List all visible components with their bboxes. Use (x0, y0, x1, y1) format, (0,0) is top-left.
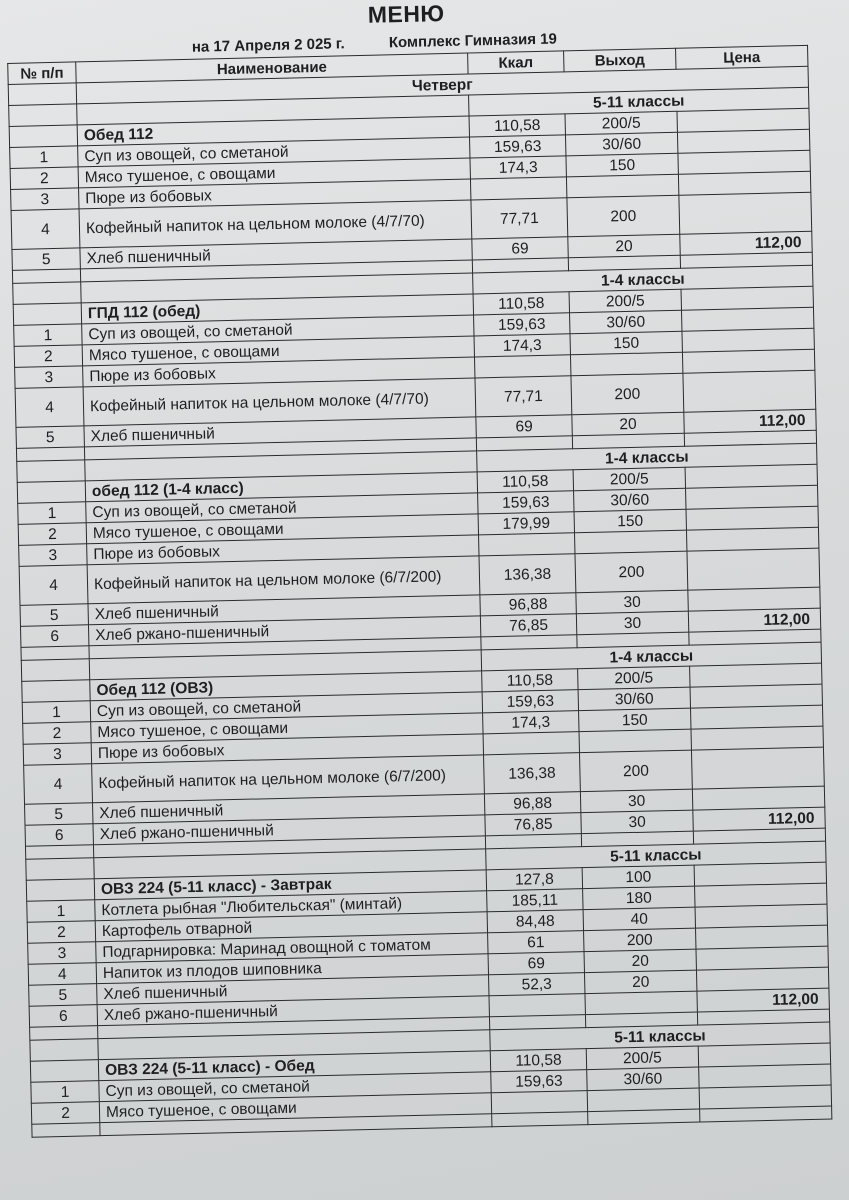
item-output: 20 (584, 949, 696, 973)
item-output: 30 (576, 611, 688, 635)
section-price (699, 1085, 831, 1109)
meal-first-kcal: 110,58 (482, 669, 578, 692)
item-num: 1 (14, 324, 82, 347)
meal-first-kcal: 110,58 (473, 292, 569, 315)
item-kcal (474, 355, 570, 378)
item-kcal: 174,3 (483, 711, 579, 734)
item-num: 5 (16, 426, 84, 449)
grade-label: 5-11 классы (469, 87, 809, 116)
item-num: 4 (24, 764, 93, 805)
item-kcal: 76,85 (480, 614, 576, 637)
item-kcal: 159,63 (474, 313, 570, 336)
item-num: 6 (20, 625, 88, 648)
item-name: Суп из овощей, со сметаной (86, 493, 478, 523)
item-kcal: 96,88 (480, 593, 576, 616)
item-kcal (489, 994, 585, 1017)
item-output: 30/60 (565, 132, 677, 156)
item-name: Хлеб пшеничный (88, 595, 480, 625)
item-num: 2 (27, 921, 95, 944)
item-name: Суп из овощей, со сметаной (82, 315, 474, 345)
item-num: 1 (18, 502, 86, 525)
item-kcal: 159,63 (478, 491, 574, 514)
meal-first-output: 200/5 (565, 111, 677, 135)
item-output: 150 (570, 331, 682, 355)
item-output: 20 (572, 412, 684, 436)
item-name: Пюре из бобовых (87, 535, 479, 565)
item-num: 4 (15, 387, 84, 428)
item-kcal: 136,38 (484, 753, 581, 794)
item-output: 200 (571, 373, 684, 415)
day-label: Четверг (76, 66, 808, 104)
grade-label: 5-11 классы (486, 841, 826, 870)
item-output: 200 (584, 928, 696, 952)
item-kcal: 159,63 (491, 1070, 587, 1093)
section-price: 112,00 (688, 608, 820, 632)
menu-title: МЕНЮ (367, 0, 445, 28)
item-kcal: 61 (488, 931, 584, 954)
item-output: 30 (576, 590, 688, 614)
item-kcal: 69 (488, 952, 584, 975)
item-kcal: 96,88 (484, 792, 580, 815)
item-num: 3 (19, 544, 87, 567)
item-name: Подгарнировка: Маринад овощной с томатом (96, 933, 488, 963)
item-num: 3 (11, 188, 79, 211)
item-kcal: 76,85 (485, 813, 581, 836)
item-name: Пюре из бобовых (83, 357, 475, 387)
header-name: Наименование (76, 53, 468, 83)
item-output: 150 (574, 509, 686, 533)
item-num: 4 (28, 963, 96, 986)
item-name: Хлеб пшеничный (84, 417, 476, 447)
item-num: 1 (22, 701, 90, 724)
item-num: 5 (12, 248, 80, 271)
meal-first-output: 200/5 (569, 289, 681, 313)
item-num: 2 (10, 167, 78, 190)
item-num: 1 (10, 146, 78, 169)
menu-school: Комплекс Гимназия 19 (388, 30, 558, 52)
menu-document (6, 0, 831, 1138)
item-output: 30/60 (587, 1067, 699, 1091)
meal-first-kcal: 110,58 (490, 1049, 586, 1072)
meal-first-kcal: 110,58 (477, 470, 573, 493)
item-name: Мясо тушеное, с овощами (86, 514, 478, 544)
item-kcal (470, 177, 566, 200)
menu-date: на 17 Апреля 2 025 г. (191, 35, 345, 56)
header-kcal: Ккал (468, 51, 564, 74)
meal-name: обед 112 (1-4 класс) (85, 472, 477, 502)
item-name: Кофейный напиток на цельном молоке (4/7/70) (79, 200, 472, 248)
item-name: Хлеб пшеничный (80, 239, 472, 269)
item-output: 30 (580, 789, 692, 813)
item-name: Кофейный напиток на цельном молоке (4/7/70) (83, 378, 476, 426)
header-price: Цена (676, 45, 808, 69)
item-output: 30/60 (574, 488, 686, 512)
item-kcal: 174,3 (474, 334, 570, 357)
item-name: Пюре из бобовых (79, 179, 471, 209)
item-name: Хлеб пшеничный (97, 975, 489, 1005)
item-name: Котлета рыбная "Любительская" (минтай) (95, 891, 487, 921)
item-output: 200 (579, 750, 692, 792)
item-num: 2 (23, 722, 91, 745)
item-name: Мясо тушеное, с овощами (82, 336, 474, 366)
item-output: 200 (567, 195, 680, 237)
item-name: Хлеб ржано-пшеничный (93, 815, 485, 845)
item-output: 30 (581, 810, 693, 834)
item-num: 4 (19, 565, 88, 606)
section-price: 112,00 (693, 807, 825, 831)
item-output (570, 352, 682, 376)
item-kcal: 174,3 (470, 156, 566, 179)
item-kcal: 185,11 (487, 889, 583, 912)
item-name: Хлеб ржано-пшеничный (97, 996, 489, 1026)
item-name: Картофель отварной (95, 912, 487, 942)
section-price: 112,00 (680, 231, 812, 255)
item-name: Суп из овощей, со сметаной (78, 137, 470, 167)
grade-label: 1-4 классы (481, 642, 821, 671)
item-output: 20 (584, 970, 696, 994)
item-kcal: 69 (472, 237, 568, 260)
item-name: Напиток из плодов шиповника (96, 954, 488, 984)
item-kcal: 159,63 (470, 135, 566, 158)
item-output: 180 (583, 886, 695, 910)
item-kcal: 69 (476, 415, 572, 438)
meal-first-output: 100 (582, 865, 694, 889)
item-kcal (483, 732, 579, 755)
item-name: Пюре из бобовых (91, 734, 483, 764)
section-price: 112,00 (684, 409, 816, 433)
item-kcal (479, 533, 575, 556)
meal-name: Обед 112 (ОВЗ) (90, 671, 482, 701)
meal-name: ОВЗ 224 (5-11 класс) - Завтрак (94, 870, 486, 900)
item-num: 2 (31, 1102, 99, 1125)
item-num: 1 (31, 1081, 99, 1104)
menu-table (7, 45, 832, 1138)
item-num: 3 (28, 942, 96, 965)
item-name: Мясо тушеное, с овощами (78, 158, 470, 188)
grade-label: 5-11 классы (490, 1022, 830, 1051)
meal-first-output: 200/5 (586, 1046, 698, 1070)
item-num: 6 (29, 1005, 97, 1028)
item-name: Хлеб пшеничный (93, 794, 485, 824)
meal-first-output: 200/5 (573, 467, 685, 491)
item-num: 5 (20, 604, 88, 627)
item-output (566, 174, 678, 198)
meal-name: ГПД 112 (обед) (81, 294, 473, 324)
item-name: Кофейный напиток на цельном молоке (6/7/200) (87, 556, 480, 604)
item-num: 2 (18, 523, 86, 546)
item-num: 5 (29, 984, 97, 1007)
item-kcal (491, 1091, 587, 1114)
item-kcal: 136,38 (479, 554, 576, 595)
item-output: 30/60 (570, 310, 682, 334)
meal-name: Обед 112 (77, 116, 469, 146)
meal-first-kcal: 110,58 (469, 114, 565, 137)
item-output: 200 (575, 551, 688, 593)
header-num: № п/п (8, 62, 76, 85)
item-num: 4 (11, 209, 80, 250)
item-output: 20 (568, 234, 680, 258)
item-kcal: 77,71 (471, 198, 568, 239)
item-num: 3 (23, 743, 91, 766)
menu-body (8, 66, 832, 1137)
item-num: 2 (14, 345, 82, 368)
item-num: 5 (25, 803, 93, 826)
item-name: Суп из овощей, со сметаной (90, 692, 482, 722)
header-output: Выход (564, 48, 676, 72)
grade-label: 1-4 классы (473, 265, 813, 294)
item-output (579, 729, 691, 753)
item-name: Мясо тушеное, с овощами (91, 713, 483, 743)
item-output (587, 1088, 699, 1112)
item-output: 40 (583, 907, 695, 931)
item-output: 150 (566, 153, 678, 177)
item-name: Суп из овощей, со сметаной (99, 1072, 491, 1102)
item-output: 30/60 (578, 687, 690, 711)
item-name: Хлеб ржано-пшеничный (88, 616, 480, 646)
item-name: Кофейный напиток на цельном молоке (6/7/200) (92, 755, 485, 803)
item-kcal: 179,99 (478, 512, 574, 535)
item-kcal: 159,63 (482, 690, 578, 713)
item-output (585, 991, 697, 1015)
meal-first-output: 200/5 (578, 666, 690, 690)
item-output (575, 530, 687, 554)
item-num: 6 (25, 824, 93, 847)
item-kcal: 84,48 (487, 910, 583, 933)
item-kcal: 77,71 (475, 376, 572, 417)
item-name: Мясо тушеное, с овощами (99, 1093, 491, 1123)
item-output: 150 (579, 708, 691, 732)
item-num: 3 (15, 366, 83, 389)
item-kcal: 52,3 (489, 973, 585, 996)
meal-first-kcal: 127,8 (486, 868, 582, 891)
section-price: 112,00 (697, 988, 829, 1012)
grade-label: 1-4 классы (477, 443, 817, 472)
item-num: 1 (27, 900, 95, 923)
meal-name: ОВЗ 224 (5-11 класс) - Обед (98, 1051, 490, 1081)
